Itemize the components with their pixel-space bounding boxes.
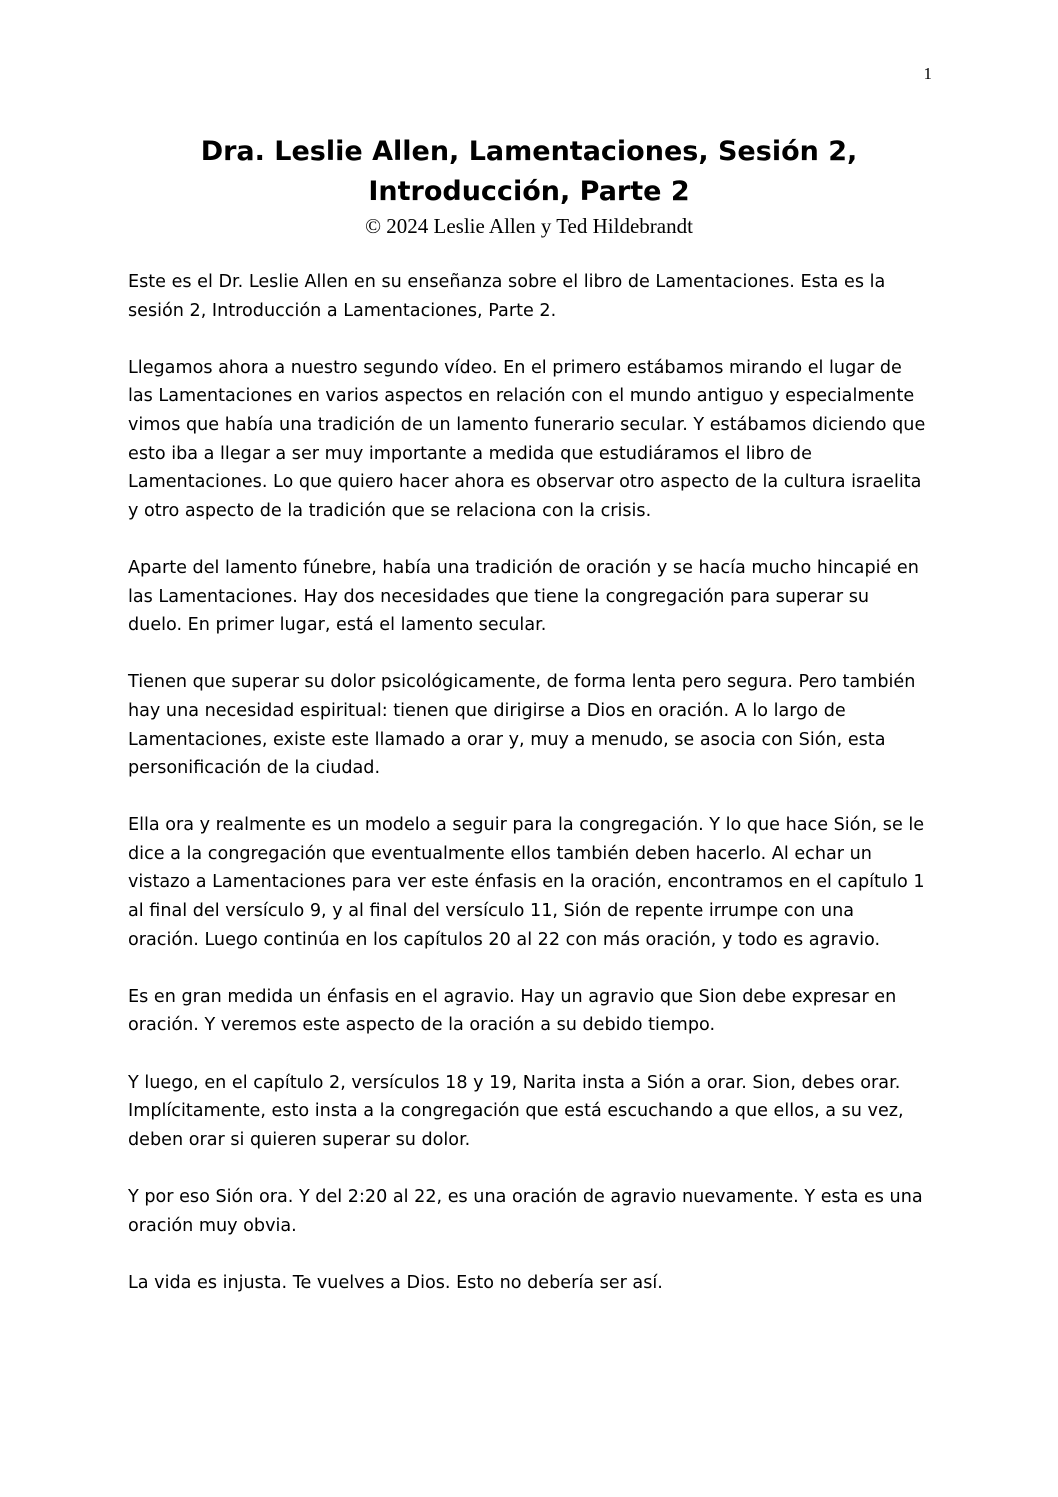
- copyright-line: © 2024 Leslie Allen y Ted Hildebrandt: [365, 214, 693, 238]
- paragraph: Este es el Dr. Leslie Allen en su enseñanza sobre el libro de Lamentaciones. Esta es la sesión 2, Introducción a Lamentaciones, Parte 2.: [128, 272, 886, 321]
- paragraph: Llegamos ahora a nuestro segundo vídeo. En el primero estábamos mirando el lugar de las Lamentaciones en varios aspectos en relación con el mundo antiguo y especialmente vimos que había una tradición de un lamento funerario secular. Y estábamos diciendo que esto iba a llegar a ser muy importante a medida que estudiáramos el libro de Lamentaciones. Lo que quiero hacer ahora es observar otro aspecto de la cultura israelita y otro aspecto de la tradición que se relaciona con la crisis.: [128, 357, 926, 521]
- title-line-1: Dra. Leslie Allen, Lamentaciones, Sesión 2,: [200, 136, 858, 167]
- paragraph: La vida es injusta. Te vuelves a Dios. Esto no debería ser así.: [128, 1272, 663, 1293]
- paragraph: Ella ora y realmente es un modelo a seguir para la congregación. Y lo que hace Sión, se le dice a la congregación que eventualmente ellos también deben hacerlo. Al echar un vistazo a Lamentaciones para ver este énfasis en la oración, encontramos en el capítulo 1 al final del versículo 9, y al final del versículo 11, Sión de repente irrumpe con una oración. Luego continúa en los capítulos 20 al 22 con más oración, y todo es agravio.: [128, 815, 925, 950]
- document-title: [0, 132, 1058, 212]
- page-number: 1: [923, 64, 932, 83]
- paragraph: Es en gran medida un énfasis en el agravio. Hay un agravio que Sion debe expresar en oración. Y veremos este aspecto de la oración a su debido tiempo.: [128, 986, 897, 1036]
- title-line-2: Introducción, Parte 2: [368, 176, 690, 207]
- document-body: [128, 268, 928, 1326]
- paragraph: Aparte del lamento fúnebre, había una tradición de oración y se hacía mucho hincapié en las Lamentaciones. Hay dos necesidades que tiene la congregación para superar su duelo. En primer lugar, está el lamento secular.: [128, 557, 919, 636]
- paragraph: Tienen que superar su dolor psicológicamente, de forma lenta pero segura. Pero también hay una necesidad espiritual: tienen que dirigirse a Dios en oración. A lo largo de Lamentaciones, existe este llamado a orar y, muy a menudo, se asocia con Sión, esta personificación de la ciudad.: [128, 672, 916, 779]
- paragraph: Y luego, en el capítulo 2, versículos 18 y 19, Narita insta a Sión a orar. Sion, debes orar. Implícitamente, esto insta a la congregación que está escuchando a que ellos, a su vez, deben orar si quieren superar su dolor.: [128, 1072, 904, 1150]
- paragraph: Y por eso Sión ora. Y del 2:20 al 22, es una oración de agravio nuevamente. Y esta es una oración muy obvia.: [128, 1187, 923, 1236]
